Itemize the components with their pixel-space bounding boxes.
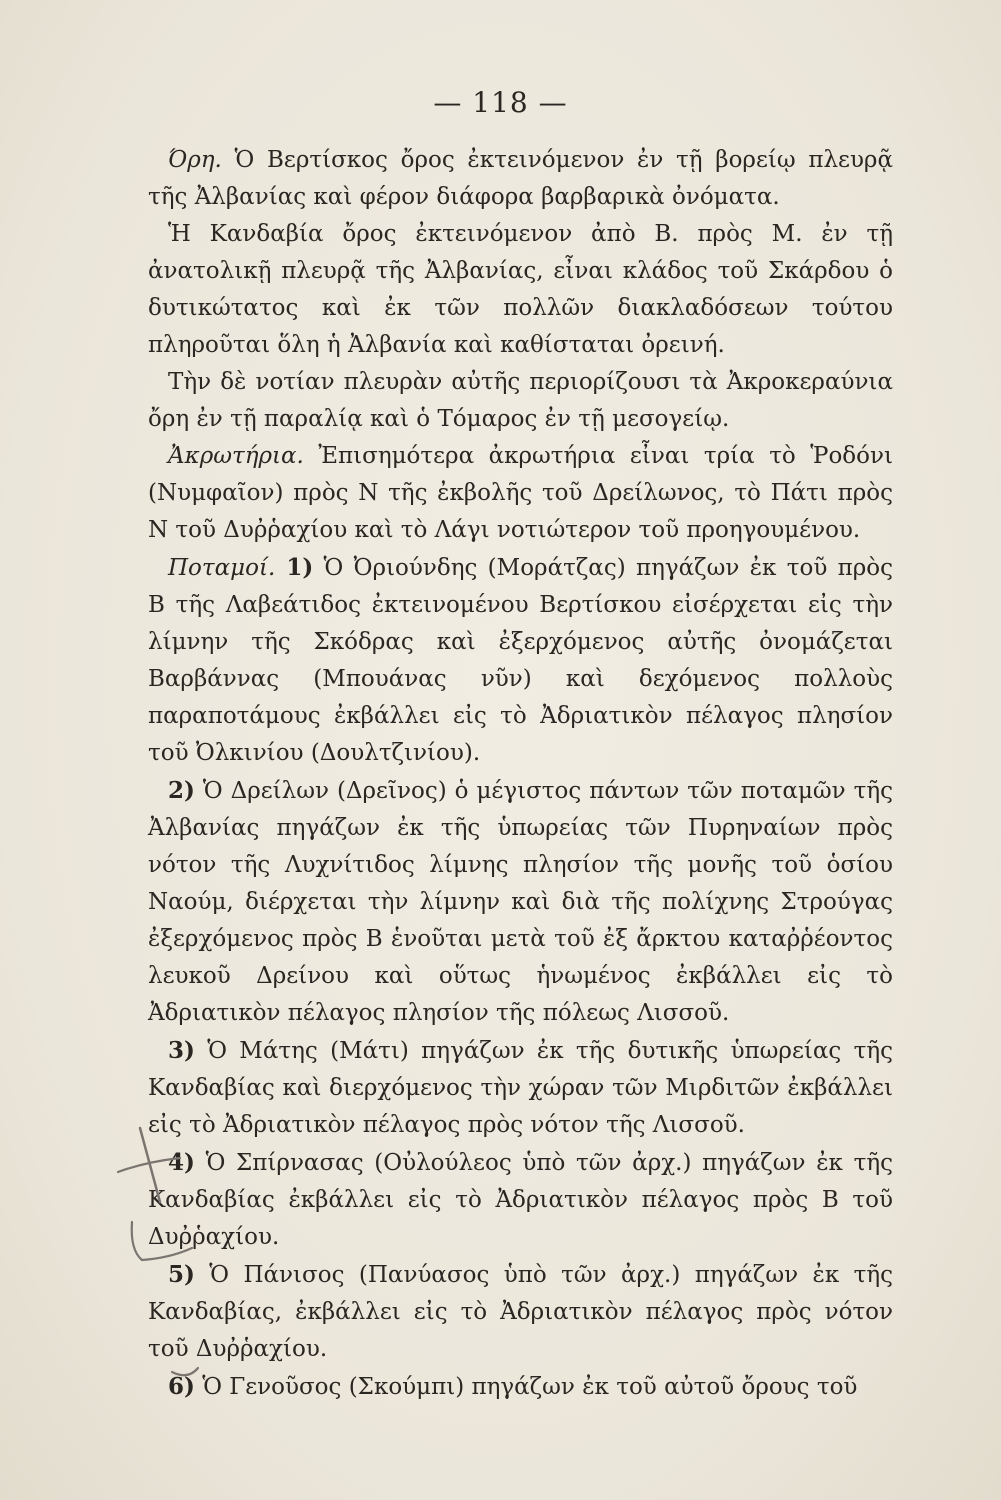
paragraph-river-5 [148, 1256, 893, 1368]
item-number: 6) [168, 1373, 195, 1400]
paragraph-text: Ἡ Κανδαβία ὄρος ἐκτεινόμενον ἀπὸ Β. πρὸς Μ. ἐν τῇ ἀνατολικῇ πλευρᾷ τῆς Ἀλβανίας, εἶναι κλάδος τοῦ Σκάρδου ὁ δυτικώτατος καὶ ἐκ τῶν πολλῶν διακλαδόσεων τούτου πληροῦται ὅλη ἡ Ἀλβανία καὶ καθίσταται ὀρεινή. [148, 221, 893, 358]
paragraph-river-6 [148, 1368, 893, 1406]
paragraph-text: Ὁ Πάνισος (Πανύασος ὑπὸ τῶν ἀρχ.) πηγάζων ἐκ τῆς Κανδαβίας, ἐκβάλλει εἰς τὸ Ἀδριατικὸν πέλαγος πρὸς νότον τοῦ Δυῤῥαχίου. [148, 1262, 893, 1362]
paragraph-mountains-1 [148, 142, 893, 216]
item-number: 5) [168, 1261, 195, 1288]
paragraph-text: Ἐπισημότερα ἀκρωτήρια εἶναι τρία τὸ Ῥοδόνι (Νυμφαῖον) πρὸς Ν τῆς ἐκβολῆς τοῦ Δρείλωνος, τὸ Πάτι πρὸς Ν τοῦ Δυῤῥαχίου καὶ τὸ Λάγι νοτιώτερον τοῦ προηγουμένου. [148, 443, 893, 543]
paragraph-river-4 [148, 1144, 893, 1256]
paragraph-capes [148, 438, 893, 549]
paragraph-river-1 [148, 549, 893, 772]
paragraph-text: Ὁ Σπίρνασας (Οὐλούλεος ὑπὸ τῶν ἀρχ.) πηγάζων ἐκ τῆς Κανδαβίας ἐκβάλλει εἰς τὸ Ἀδριατικὸν πέλαγος πρὸς Β τοῦ Δυῤῥαχίου. [148, 1150, 893, 1250]
paragraph-text: Ὁ Ὀριούνδης (Μοράτζας) πηγάζων ἐκ τοῦ πρὸς Β τῆς Λαβεάτιδος ἐκτεινομένου Βερτίσκου εἰσέρχεται εἰς τὴν λίμνην τῆς Σκόδρας καὶ ἐξερχόμενος αὐτῆς ὀνομάζεται Βαρβάννας (Μπουάνας νῦν) καὶ δεχόμενος πολλοὺς παραποτάμους ἐκβάλλει εἰς τὸ Ἀδριατικὸν πέλαγος πλησίον τοῦ Ὀλκινίου (Δουλτζινίου). [148, 555, 893, 766]
paragraph-text: Τὴν δὲ νοτίαν πλευρὰν αὐτῆς περιορίζουσι τὰ Ἀκροκεραύνια ὄρη ἐν τῇ παραλίᾳ καὶ ὁ Τόμαρος ἐν τῇ μεσογείῳ. [148, 369, 893, 432]
section-heading-rivers: Ποταμοί. [168, 555, 276, 581]
paragraph-text: Ὁ Δρείλων (Δρεῖνος) ὁ μέγιστος πάντων τῶν ποταμῶν τῆς Ἀλβανίας πηγάζων ἐκ τῆς ὑπωρείας τῶν Πυρηναίων πρὸς νότον τῆς Λυχνίτιδος λίμνης πλησίον τῆς μονῆς τοῦ ὁσίου Ναούμ, διέρχεται τὴν λίμνην καὶ διὰ τῆς πολίχνης Στρούγας ἐξερχόμενος πρὸς Β ἑνοῦται μετὰ τοῦ ἐξ ἄρκτου καταῤῥέοντος λευκοῦ Δρείνου καὶ οὕτως ἡνωμένος ἐκβάλλει εἰς τὸ Ἀδριατικὸν πέλαγος πλησίον τῆς πόλεως Λισσοῦ. [148, 778, 893, 1026]
item-number: 3) [168, 1037, 195, 1064]
paragraph-river-3 [148, 1032, 893, 1144]
body-text [148, 142, 893, 1406]
section-heading-mountains: Όρη. [168, 147, 222, 173]
page-number: — 118 — [433, 86, 568, 119]
paragraph-text: Ὁ Μάτης (Μάτι) πηγάζων ἐκ τῆς δυτικῆς ὑπωρείας τῆς Κανδαβίας καὶ διερχόμενος τὴν χώραν τῶν Μιρδιτῶν ἐκβάλλει εἰς τὸ Ἀδριατικὸν πέλαγος πρὸς νότον τῆς Λισσοῦ. [148, 1038, 893, 1138]
section-heading-capes: Ἀκρωτήρια. [168, 443, 304, 469]
paragraph-mountains-2 [148, 216, 893, 364]
paragraph-text: Ὁ Βερτίσκος ὄρος ἐκτεινόμενον ἐν τῇ βορείῳ πλευρᾷ τῆς Ἀλβανίας καὶ φέρον διάφορα βαρβαρικὰ ὀνόματα. [148, 147, 893, 210]
item-number: 4) [168, 1149, 195, 1176]
paragraph-river-2 [148, 772, 893, 1032]
item-number: 2) [168, 777, 195, 804]
paragraph-mountains-3 [148, 364, 893, 438]
paragraph-text: Ὁ Γενοῦσος (Σκούμπι) πηγάζων ἐκ τοῦ αὐτοῦ ὄρους τοῦ [194, 1374, 858, 1400]
item-number: 1) [275, 554, 314, 581]
